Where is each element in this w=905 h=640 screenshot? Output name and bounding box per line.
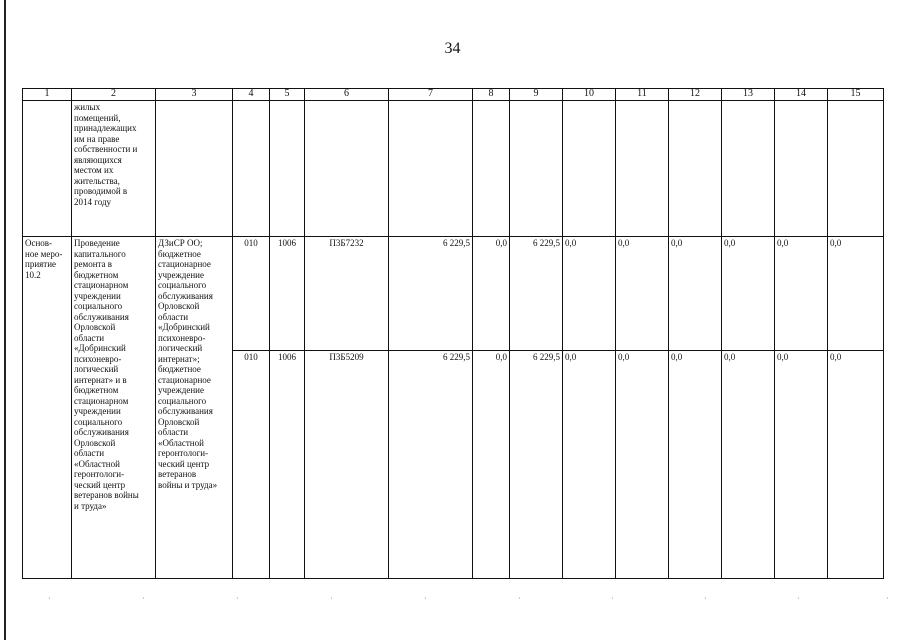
column-header: 8 bbox=[473, 89, 510, 101]
event-code: Основ- ное меро- приятие 10.2 bbox=[25, 238, 63, 280]
continuation-row bbox=[23, 101, 884, 237]
column-header: 3 bbox=[156, 89, 233, 101]
amount-cell: 0,0 bbox=[775, 351, 828, 579]
column-header: 4 bbox=[233, 89, 270, 101]
amount-cell: 0,0 bbox=[669, 237, 722, 351]
section-code: 1006 bbox=[270, 237, 305, 351]
amount-cell: 0,0 bbox=[828, 351, 884, 579]
column-header: 13 bbox=[722, 89, 775, 101]
section-code: 1006 bbox=[270, 351, 305, 579]
event-description: Проведение капитального ремонта в бюджетном стационарном учреждении социального обслуживания Орловской области «Добринский психоневро- логический интернат» и в бюджетном стационарном учреждении социального обслуживания Орловской области «Областной геронтологи- ческий центр ветеранов войны и труда» bbox=[74, 238, 139, 511]
amount-cell: 0,0 bbox=[473, 351, 510, 579]
column-header: 12 bbox=[669, 89, 722, 101]
column-header: 7 bbox=[389, 89, 473, 101]
amount-cell: 6 229,5 bbox=[389, 237, 473, 351]
amount-cell: 0,0 bbox=[473, 237, 510, 351]
amount-cell: 0,0 bbox=[775, 237, 828, 351]
column-header: 10 bbox=[563, 89, 616, 101]
column-header: 5 bbox=[270, 89, 305, 101]
amount-cell: 0,0 bbox=[563, 351, 616, 579]
budget-table bbox=[22, 88, 884, 579]
amount-cell: 0,0 bbox=[722, 237, 775, 351]
scan-marks: · · · · · · · · · · bbox=[48, 594, 889, 603]
amount-cell: 6 229,5 bbox=[510, 351, 563, 579]
target-article: П3Б5209 bbox=[305, 351, 389, 579]
page-edge-rule bbox=[4, 0, 6, 640]
column-header: 11 bbox=[616, 89, 669, 101]
amount-cell: 6 229,5 bbox=[389, 351, 473, 579]
column-header: 9 bbox=[510, 89, 563, 101]
target-article: П3Б7232 bbox=[305, 237, 389, 351]
amount-cell: 0,0 bbox=[563, 237, 616, 351]
column-header: 1 bbox=[23, 89, 72, 101]
event-executor: ДЗиСР ОО; бюджетное стационарное учреждение социального обслуживания Орловской области «Добринский психоневро- логический интернат»; бюджетное стационарное учреждение социального обслуживания Орловской области «Областной геронтологи- ческий центр ветеранов войны и труда» bbox=[158, 238, 218, 490]
page-number: 34 bbox=[444, 40, 461, 57]
amount-cell: 0,0 bbox=[828, 237, 884, 351]
column-number-row bbox=[23, 89, 884, 101]
column-header: 15 bbox=[828, 89, 884, 101]
column-header: 6 bbox=[305, 89, 389, 101]
grbs-code: 010 bbox=[233, 237, 270, 351]
amount-cell: 0,0 bbox=[616, 351, 669, 579]
column-header: 14 bbox=[775, 89, 828, 101]
grbs-code: 010 bbox=[233, 351, 270, 579]
column-header: 2 bbox=[72, 89, 156, 101]
amount-cell: 6 229,5 bbox=[510, 237, 563, 351]
amount-cell: 0,0 bbox=[669, 351, 722, 579]
continuation-text: жилых помещений, принадлежащих им на праве собственности и являющихся местом их жительства, проводимой в 2014 году bbox=[74, 102, 138, 207]
table-row bbox=[23, 237, 884, 351]
amount-cell: 0,0 bbox=[616, 237, 669, 351]
amount-cell: 0,0 bbox=[722, 351, 775, 579]
